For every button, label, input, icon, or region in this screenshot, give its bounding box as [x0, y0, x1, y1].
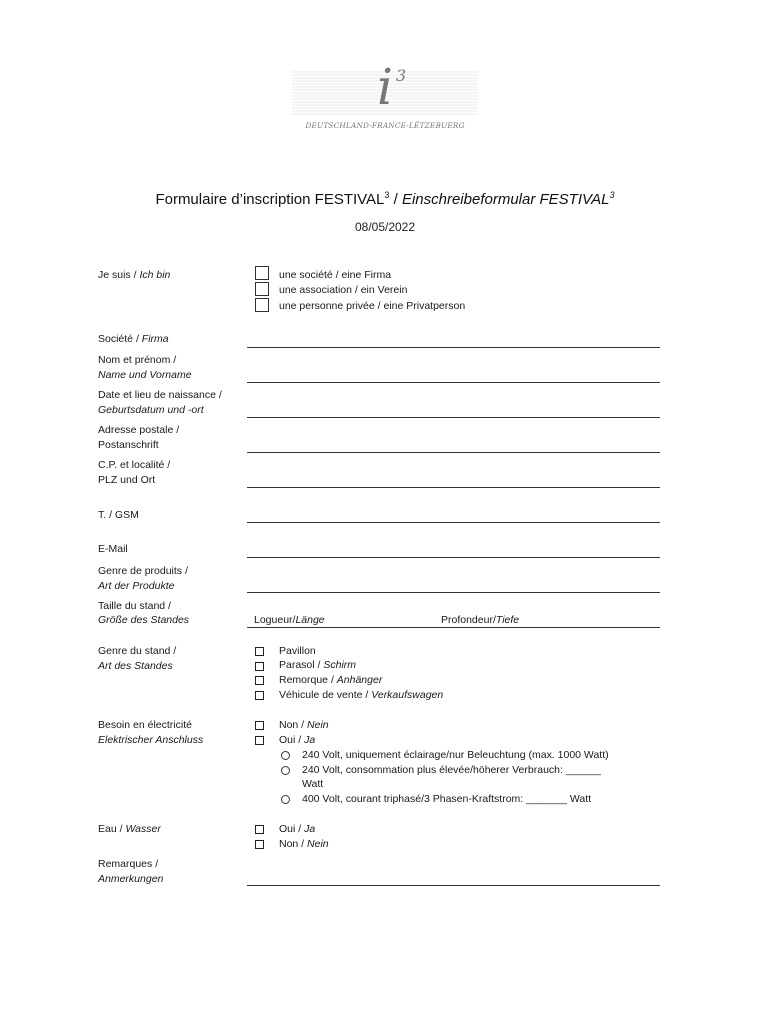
- option-electricite-non-de: Nein: [307, 719, 329, 731]
- option-parasol-fr: Parasol /: [279, 659, 324, 671]
- title-fr: Formulaire d’inscription FESTIVAL: [155, 191, 385, 208]
- eau-label-fr: Eau /: [98, 823, 126, 835]
- date-lieu-label-de: Geburtsdatum und -ort: [98, 404, 204, 416]
- option-vehicule-fr: Véhicule de vente /: [279, 689, 372, 701]
- option-electricite-oui-fr: Oui /: [279, 734, 305, 746]
- option-association: une association / ein Verein: [279, 284, 408, 296]
- longueur-label-fr: Logueur/: [254, 614, 296, 626]
- page-title: [0, 190, 770, 208]
- electricite-label-fr: Besoin en électricité: [98, 719, 192, 731]
- checkbox-personne-privee[interactable]: [255, 298, 269, 312]
- radio-240v-eclairage[interactable]: [281, 751, 290, 760]
- electricite-label-de: Elektrischer Anschluss: [98, 734, 204, 746]
- radio-400v[interactable]: [281, 795, 290, 804]
- remarques-label-fr: Remarques /: [98, 858, 159, 870]
- longueur-label: [254, 613, 325, 628]
- tel-input-line[interactable]: [247, 522, 660, 523]
- je-suis-label-fr: Je suis /: [98, 269, 140, 281]
- cp-label-2: PLZ und Ort: [98, 474, 156, 486]
- profondeur-label-fr: Profondeur/: [441, 614, 496, 626]
- adresse-label-1: Adresse postale /: [98, 424, 180, 436]
- option-parasol: [279, 658, 356, 673]
- nom-label-de: Name und Vorname: [98, 369, 192, 381]
- checkbox-societe[interactable]: [255, 266, 269, 280]
- genre-stand-label-de: Art des Standes: [98, 660, 173, 672]
- taille-label-fr: Taille du stand /: [98, 600, 171, 612]
- genre-stand-label-fr: Genre du stand /: [98, 645, 177, 657]
- option-electricite-non: [279, 718, 329, 733]
- option-vehicule-de: Verkaufswagen: [371, 689, 444, 701]
- remarques-label-de: Anmerkungen: [98, 873, 164, 885]
- option-eau-oui-fr: Oui /: [279, 823, 305, 835]
- profondeur-label: [441, 613, 519, 628]
- title-sep: /: [389, 191, 402, 208]
- sub-option-240v-eleve-unit: Watt: [302, 778, 324, 790]
- societe-label-fr: Société /: [98, 333, 142, 345]
- societe-label: [98, 332, 169, 347]
- date-lieu-input-line[interactable]: [247, 417, 660, 418]
- option-remorque-fr: Remorque /: [279, 674, 337, 686]
- option-pavillon-fr: Pavillon: [279, 645, 316, 657]
- option-electricite-oui: [279, 733, 315, 748]
- title-de: Einschreibeformular FESTIVAL: [401, 191, 610, 208]
- cp-input-line[interactable]: [247, 487, 660, 488]
- je-suis-label-de: Ich bin: [139, 269, 171, 281]
- eau-label: [98, 822, 161, 837]
- form-date: 08/05/2022: [354, 220, 416, 234]
- genre-produits-label-fr: Genre de produits /: [98, 565, 188, 577]
- logo-text: DEUTSCHLAND-FRANCE-LËTZEBUERG: [305, 121, 465, 130]
- email-label: E-Mail: [98, 543, 128, 555]
- option-eau-oui: [279, 822, 315, 837]
- option-vehicule: [279, 688, 443, 703]
- checkbox-eau-non[interactable]: [255, 840, 264, 849]
- checkbox-vehicule[interactable]: [255, 691, 264, 700]
- checkbox-electricite-oui[interactable]: [255, 736, 264, 745]
- eau-label-de: Wasser: [125, 823, 161, 835]
- genre-produits-label-de: Art der Produkte: [98, 580, 175, 592]
- option-parasol-de: Schirm: [323, 659, 357, 671]
- tel-label: T. / GSM: [98, 509, 139, 521]
- je-suis-label: [98, 268, 170, 283]
- option-personne-privee: une personne privée / eine Privatperson: [279, 300, 466, 312]
- adresse-label-2: Postanschrift: [98, 439, 159, 451]
- checkbox-parasol[interactable]: [255, 662, 264, 671]
- option-remorque-de: Anhänger: [336, 674, 383, 686]
- option-pavillon: [279, 644, 316, 659]
- societe-label-de: Firma: [141, 333, 169, 345]
- option-eau-non: [279, 837, 329, 852]
- title-fr-sup: 3: [384, 190, 390, 200]
- checkbox-pavillon[interactable]: [255, 647, 264, 656]
- checkbox-remorque[interactable]: [255, 676, 264, 685]
- genre-produits-input-line[interactable]: [247, 592, 660, 593]
- cp-label-1: C.P. et localité /: [98, 459, 171, 471]
- nom-input-line[interactable]: [247, 382, 660, 383]
- radio-240v-eleve[interactable]: [281, 766, 290, 775]
- taille-label-de: Größe des Standes: [98, 614, 190, 626]
- option-electricite-oui-de: Ja: [304, 734, 316, 746]
- option-electricite-non-fr: Non /: [279, 719, 308, 731]
- checkbox-association[interactable]: [255, 282, 269, 296]
- sub-option-240v-eleve: 240 Volt, consommation plus élevée/höherer Verbrauch: ______: [302, 764, 601, 776]
- logo: [292, 58, 478, 134]
- email-input-line[interactable]: [247, 557, 660, 558]
- taille-input-line[interactable]: [247, 627, 660, 628]
- checkbox-eau-oui[interactable]: [255, 825, 264, 834]
- logo-glyph: i: [377, 58, 393, 116]
- checkbox-electricite-non[interactable]: [255, 721, 264, 730]
- date-lieu-label-fr: Date et lieu de naissance /: [98, 389, 222, 401]
- option-societe: une société / eine Firma: [279, 269, 392, 281]
- option-eau-non-fr: Non /: [279, 838, 308, 850]
- adresse-input-line[interactable]: [247, 452, 660, 453]
- longueur-label-de: Länge: [295, 614, 325, 626]
- logo-superscript: 3: [396, 66, 407, 85]
- title-de-sup: 3: [609, 190, 615, 200]
- sub-option-240v-eclairage: 240 Volt, uniquement éclairage/nur Beleuchtung (max. 1000 Watt): [302, 749, 609, 761]
- sub-option-400v: 400 Volt, courant triphasé/3 Phasen-Kraftstrom: _______ Watt: [302, 793, 592, 805]
- remarques-input-line[interactable]: [247, 885, 660, 886]
- nom-label-fr: Nom et prénom /: [98, 354, 177, 366]
- profondeur-label-de: Tiefe: [495, 614, 520, 626]
- option-eau-oui-de: Ja: [304, 823, 316, 835]
- option-remorque: [279, 673, 382, 688]
- societe-input-line[interactable]: [247, 347, 660, 348]
- option-eau-non-de: Nein: [307, 838, 329, 850]
